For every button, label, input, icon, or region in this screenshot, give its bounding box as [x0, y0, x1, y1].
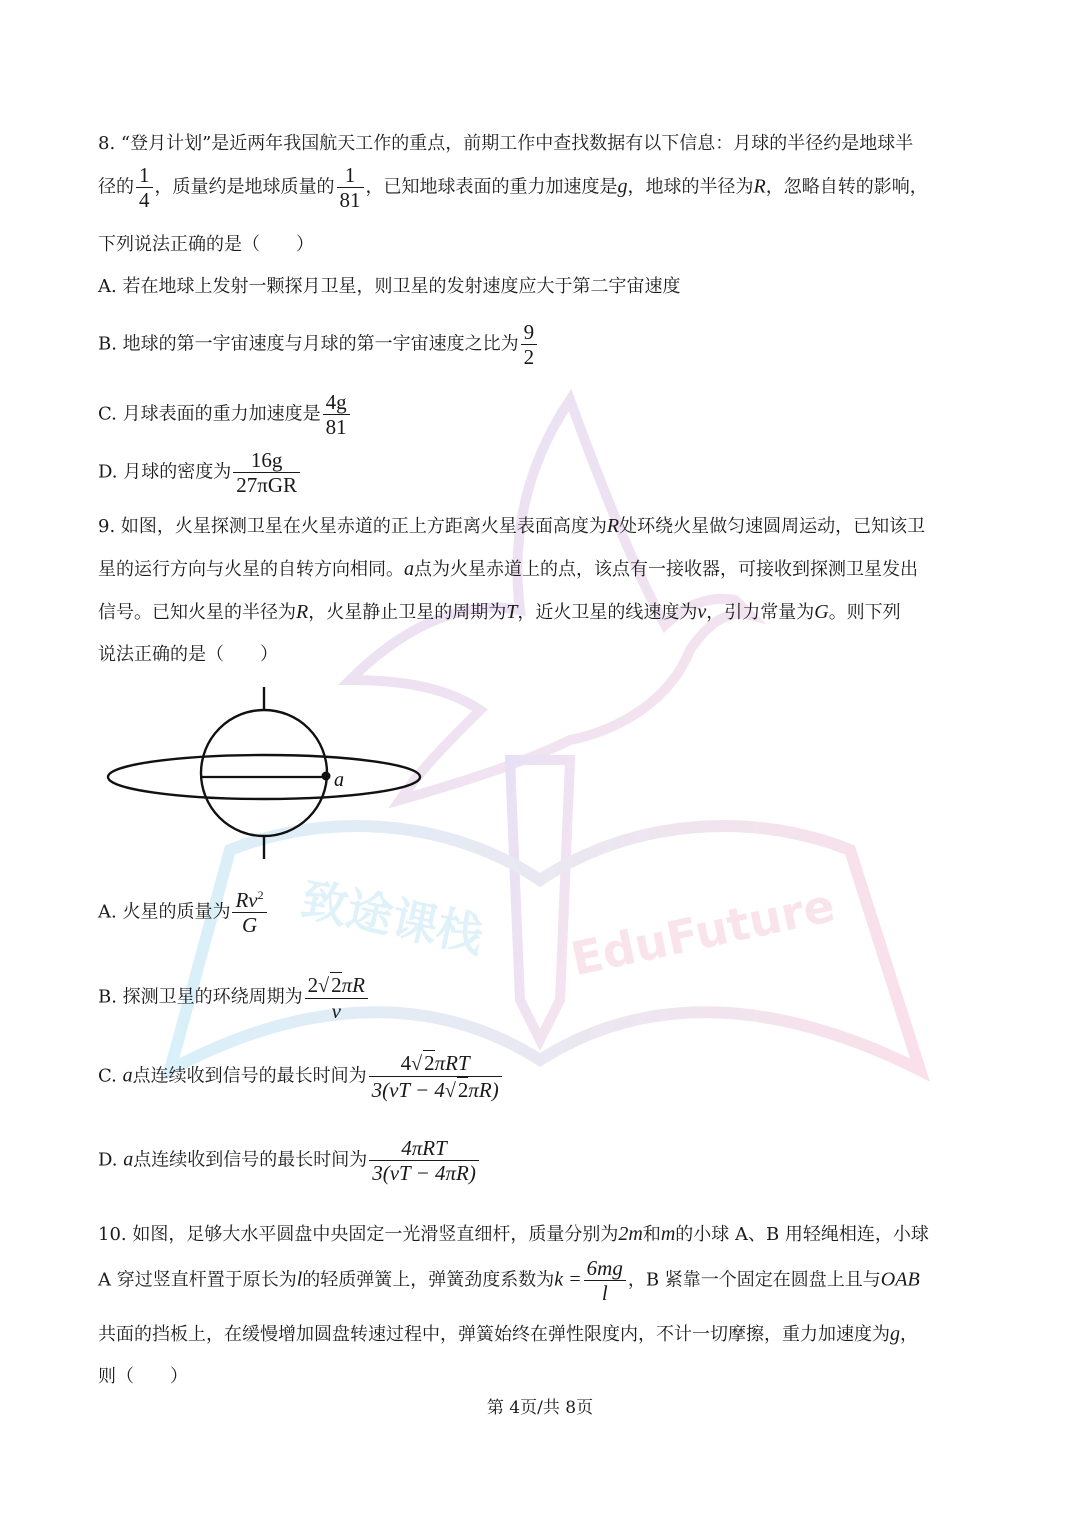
fraction-density: $\frac{16g}{\text{27πGR}}$ [233, 448, 300, 497]
q8-line2: 径的 $\frac{1}{4}$ ，质量约是地球质量的 $\frac{1}{81}$ ，已知地球表面的重力加速度是g，地球的半径为R，忽略自转的影响， [98, 163, 928, 213]
q9-option-c: C. a点连续收到信号的最长时间为 $\frac{\text{4√2πRT}}{3(vT - 4√2\pi R)}$ [98, 1050, 504, 1103]
page-footer: 第 4页/共 8页 [486, 1398, 594, 1418]
q10-line1: 10. 如图，足够大水平圆盘中央固定一光滑竖直细杆，质量分别为2m和m的小球 A、B 用轻绳相连，小球 [98, 1223, 929, 1245]
fraction-max-time-c: $\frac{\text{4√2πRT}}{3(vT - 4√2\pi R)}$ [369, 1050, 502, 1103]
q10-line2: A 穿过竖直杆置于原长为l的轻质弹簧上，弹簧劲度系数为k = $\frac{6mg}{l}$ ，B 紧靠一个固定在圆盘上且与OAB [98, 1256, 920, 1306]
q9-option-b: B. 探测卫星的环绕周期为 $\frac{2√2\pi R}{v}$ [98, 972, 370, 1023]
fraction-orbit-period: $\frac{2√2\pi R}{v}$ [305, 972, 368, 1023]
q9-line4: 说法正确的是（ ） [98, 644, 278, 665]
q9-line2: 星的运行方向与火星的自转方向相同。a点为火星赤道上的点，该点有一接收器，可接收到探测卫星发出 [98, 558, 918, 580]
q9-line1: 9. 如图，火星探测卫星在火星赤道的正上方距离火星表面高度为R处环绕火星做匀速圆周运动，已知该卫 [98, 515, 926, 537]
pen-shape [510, 760, 570, 1040]
fraction-spring-constant: $\frac{6mg}{l}$ [584, 1256, 626, 1305]
q8-line1: 8. “登月计划”是近两年我国航天工作的重点，前期工作中查找数据有以下信息：月球的半径约是地球半 [98, 133, 914, 154]
fraction-9-2: $\frac{9}{2}$ [521, 320, 538, 369]
fraction-mars-mass: $\frac{Rv^2}{G}$ [232, 888, 266, 937]
fraction-4g-81: $\frac{4g}{81}$ [323, 390, 350, 439]
fraction-quarter: $\frac{1}{4}$ [136, 163, 153, 212]
q9-option-d: D. a点连续收到信号的最长时间为 $\frac{\text{4πRT}}{3(vT - 4\pi R)}$ [98, 1136, 481, 1185]
q10-line3: 共面的挡板上，在缓慢增加圆盘转速过程中，弹簧始终在弹性限度内，不计一切摩擦，重力加速度为g， [98, 1323, 918, 1345]
q9-line3: 信号。已知火星的半径为R，火星静止卫星的周期为T，近火卫星的线速度为v，引力常量为G。则下列 [98, 601, 901, 623]
q8-option-c: C. 月球表面的重力加速度是 $\frac{4g}{81}$ [98, 390, 352, 439]
q8-option-d: D. 月球的密度为 $\frac{16g}{\text{27πGR}}$ [98, 448, 302, 497]
q8-option-a: A. 若在地球上发射一颗探月卫星，则卫星的发射速度应大于第二宇宙速度 [98, 276, 681, 297]
q9-option-a: A. 火星的质量为 $\frac{Rv^2}{G}$ [98, 888, 269, 937]
watermark-cn: 致途课栈 [296, 871, 488, 963]
q10-line4: 则（ ） [98, 1366, 188, 1387]
q8-option-b: B. 地球的第一宇宙速度与月球的第一宇宙速度之比为 $\frac{9}{2}$ [98, 320, 539, 369]
point-a-marker [322, 772, 331, 781]
mars-sphere [201, 710, 327, 836]
fraction-max-time-d: $\frac{\text{4πRT}}{3(vT - 4\pi R)}$ [369, 1136, 479, 1185]
mars-orbit-figure [104, 687, 424, 862]
q8-line3: 下列说法正确的是（ ） [98, 234, 314, 255]
watermark-en: EduFuture [566, 877, 840, 987]
point-a-label: a [334, 769, 344, 791]
fraction-1-81: $\frac{1}{81}$ [337, 163, 364, 212]
